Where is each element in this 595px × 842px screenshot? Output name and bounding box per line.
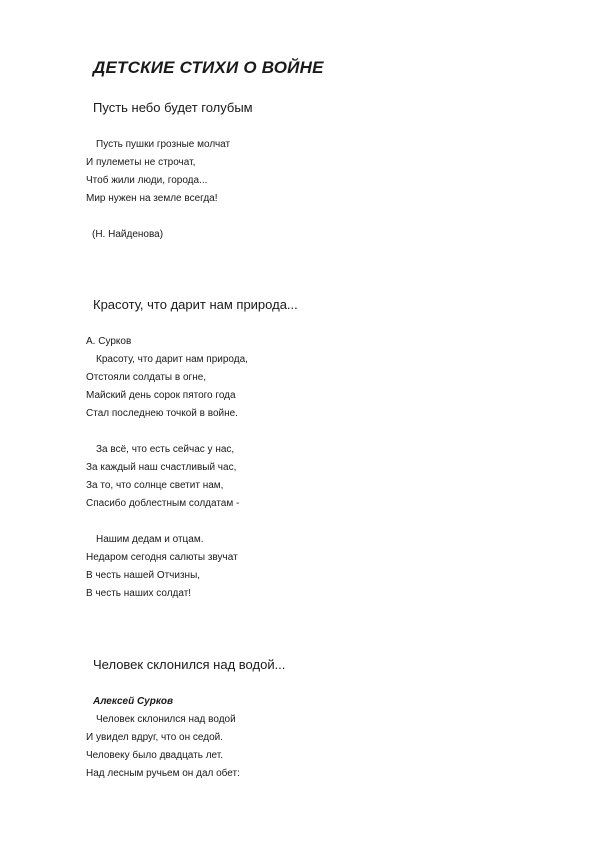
verse-line: Спасибо доблестным солдатам -: [86, 498, 240, 509]
verse-line: Красоту, что дарит нам природа,: [96, 354, 248, 365]
verse-line: Пусть пушки грозные молчат: [96, 139, 231, 150]
poem-attribution: (Н. Найденова): [92, 229, 164, 240]
verse-line: Нашим дедам и отцам.: [96, 534, 204, 545]
poem-author: Алексей Сурков: [93, 696, 174, 707]
document-title: ДЕТСКИЕ СТИХИ О ВОЙНЕ: [93, 58, 324, 77]
verse-line: За то, что солнце светит нам,: [86, 480, 224, 491]
verse-line: Над лесным ручьем он дал обет:: [86, 768, 240, 779]
poem-title: Человек склонился над водой...: [93, 657, 286, 672]
verse-line: Мир нужен на земле всегда!: [86, 193, 218, 204]
verse-line: Человеку было двадцать лет.: [86, 750, 224, 761]
verse-line: Человек склонился над водой: [96, 714, 236, 725]
verse-line: В честь нашей Отчизны,: [86, 570, 201, 581]
verse-line: За каждый наш счастливый час,: [86, 462, 237, 473]
verse-line: Чтоб жили люди, города...: [86, 175, 208, 186]
verse-line: Стал последнею точкой в войне.: [86, 408, 238, 419]
poem-author: А. Сурков: [86, 336, 132, 347]
poem-title: Красоту, что дарит нам природа...: [93, 297, 298, 312]
verse-line: За всё, что есть сейчас у нас,: [96, 444, 235, 455]
verse-line: В честь наших солдат!: [86, 588, 192, 599]
verse-line: И пулеметы не строчат,: [86, 157, 196, 168]
verse-line: Отстояли солдаты в огне,: [86, 372, 207, 383]
verse-line: Майский день сорок пятого года: [86, 390, 236, 401]
verse-line: Недаром сегодня салюты звучат: [86, 552, 238, 563]
verse-line: И увидел вдруг, что он седой.: [86, 732, 223, 743]
poem-title: Пусть небо будет голубым: [93, 100, 253, 115]
